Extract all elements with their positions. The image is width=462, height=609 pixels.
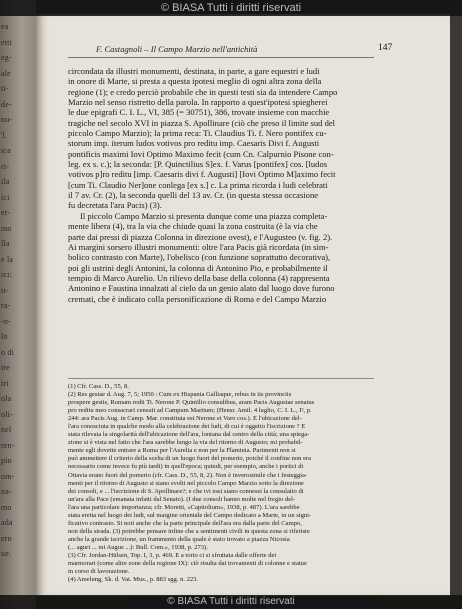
body-line: parte dai pressi di piazza Colonna in direzione ovest), e l'Augusteo (v. fig. 2). <box>68 231 333 242</box>
facing-page-fragment: ti- <box>1 285 9 295</box>
footnote-line: Ottavia erano fuori del pomerio (cfr. Cass. D., 55, 8, 2). Non è inverosimile che i festeggia- <box>68 471 308 479</box>
facing-page-fragment: ada <box>1 518 13 527</box>
facing-page-fragment: mo <box>1 223 12 233</box>
footnote-line: (2) Res gestae d. Aug. 7, 5; 1950 : Cum ex Hispania Galliaque, rebus in iis provinciis <box>68 391 292 399</box>
body-text <box>68 66 374 304</box>
facing-page-fragment: ue. <box>1 549 12 558</box>
body-line: pontificis maximi Iovi Optimo Maximo fecit (cum Cn. Calpurnio Pisone con- <box>68 148 334 159</box>
body-line: Il piccolo Campo Marzio si presenta dunque come una piazza completa- <box>80 210 328 221</box>
footnote-line: menti per il ritorno di Augusto si siano svolti nel piccolo Campo Marzio sotto la direzione <box>68 479 304 487</box>
facing-page-fragment: er- <box>1 208 11 217</box>
footnote-line: ficativo contrasto. Si noti anche che la parte principale dell'ara era dalla parte del Campo, <box>68 519 302 527</box>
facing-page-fragment: na- <box>1 487 12 496</box>
body-line: mente libera (4), tra la via che chiude quasi la zona costruita (è la via che <box>68 221 318 232</box>
body-line: [cum Ti. Claudio Ner]one conlega [ex s.] c. La prima ricorda i ludi celebrati <box>68 179 328 190</box>
footnote-line: marmorari (come altre zone della regione IX): ciò risulta dai trovamenti di colonne e statue <box>68 560 307 568</box>
facing-page-fragment: -n- <box>1 316 11 326</box>
facing-page-fragment: 'l. <box>1 130 8 140</box>
body-line: le due epigrafi C. I. L., VI, 385 (= 30751), 386, trovate insieme con macchie <box>68 107 330 118</box>
facing-page-fragment: ra- <box>1 301 11 310</box>
facing-page-fragment: ici: <box>1 270 13 279</box>
facing-page-fragment: ea <box>1 22 9 31</box>
footnote-line: pro reditu meo consacrari censuit ad Campum Martium; (Hensr. Amil. 4 luglio, C. I. L., I², p. <box>68 407 312 415</box>
footnote-line: (3) Cfr. Jordan-Hülsen, Top. I, 3, p. 469. E a torto ci si sfruttata dalle offerte dei <box>68 551 277 559</box>
facing-page-fragment: iri <box>1 378 9 388</box>
footnote-line: non della strada. (3) potrebbe pensare infine che a sentimenti civili in questa zona si riferiste <box>68 527 310 535</box>
body-line: leg. ex s. c.); la seconda: [P. Quinctilius S]ex. f. Varus [pontifex] cos. [ludos <box>68 159 328 170</box>
facing-page-fragment: lla <box>1 239 10 248</box>
footnote-line: stata rilevata la singolarità dell'ubicazione dell'ara, lontana dal centro della città; una spiega- <box>68 431 310 439</box>
header-rule <box>68 57 374 58</box>
footnote-line: dei consoli, e ... l'iscrizione di S. Apollinare?; e che ivi essi siano connessi la consulatio di <box>68 487 304 495</box>
footnote-line: (4) Amelung, Sk. d. Vat. Mus., p. 883 sgg. n. 223. <box>68 576 199 584</box>
facing-page-fragment: pio <box>1 456 12 465</box>
facing-page-fragment: lo <box>1 332 8 341</box>
body-line: storum imp. iterum ludos votivos pro reditu imp. Caesaris Divi f. Augusti <box>68 138 320 149</box>
facing-page-fragment: om- <box>1 471 15 481</box>
facing-page-fragment: oli- <box>1 409 13 419</box>
body-line: in onore di Marte, si presta a questa ipotesi meglio di ogni altra zona della <box>68 76 322 87</box>
facing-page-fragment: nel <box>1 425 12 434</box>
body-line: Marzio nel senso ristretto della parola. In rapporto a quest'ipotesi spiegherei <box>68 97 328 108</box>
running-title: F. Castagnoli – Il Campo Marzio nell'antichità <box>96 44 258 54</box>
facing-page-fragment: e la <box>1 254 14 264</box>
body-line: regione (1); e credo perciò probabile che in questi testi sia da intendere Campo <box>68 86 338 97</box>
facing-page-fragment: ila <box>1 177 10 186</box>
body-line: tragiche nel secolo XVI in piazza S. Apollinare (ciò che preso il limite sud del <box>68 117 336 128</box>
footnote-line: (... aguri ... mi Augus ...): Bull. Com.», 1938, p. 273). <box>68 543 208 551</box>
facing-page-fragment: nu- <box>1 115 13 124</box>
body-line: tempio di Marco Aurelio. Un rilievo della base della colonna (4) rappresenta <box>68 272 330 283</box>
facing-page-fragment: etti <box>1 37 13 47</box>
body-line: votivos p]ro reditu [imp. Caesaris divi f. Augusti] [Iovi Optimo M]aximo fecit <box>68 169 336 180</box>
facing-page-fragment: ica <box>1 146 11 155</box>
footnote-line: zione si è vista nel fatto che l'ara sarebbe lungo la via del ritorno di Augusto; mi probabil- <box>68 439 303 447</box>
facing-page-fragment: ero <box>1 533 12 543</box>
facing-page-fragment: ti- <box>1 84 9 93</box>
footnote-line: necessario come invece fu più tardi) in quell'epoca; quindi, per esempio, anche i portici di <box>68 463 304 471</box>
watermark-top: © BIASA Tutti i diritti riservati <box>0 0 462 16</box>
facing-page-fragment: ri- <box>1 161 10 171</box>
footnote-line: l'ara conosciuta in qualche modo alla celebrazione dei ludi, di cui è oggetto l'iscrizione ? E <box>68 423 306 431</box>
footnotes <box>68 383 374 584</box>
footnote-line: anche la grande iscrizione, un frammento della quale è stato trovato a piazza Nicosia <box>68 535 290 543</box>
body-line: piccolo Campo Marzio); la prima reca: Ti. Claudius Ti. f. Nero pontifex cu- <box>68 128 327 139</box>
facing-page-fragment: eg- <box>1 53 12 62</box>
body-line: Ai margini sorsero illustri monumenti: oltre l'ara Pacis già ricordata (in sim- <box>68 241 329 252</box>
body-line: cremati, che è indicato colla personificazione di Roma e del Campo Marzio <box>68 293 327 304</box>
footnote-line: stata eretta nel luogo dei ludi, sul margine orientale del Campo dedicato a Marte, in un signi- <box>68 511 312 519</box>
facing-page-edge <box>0 0 36 609</box>
footnote-line: prospere gestis, Romam redii Ti. Nerone P. Quintilio consulibus, aram Pacis Augustae senatus <box>68 399 315 407</box>
facing-page-fragment: ici <box>1 192 10 202</box>
facing-page-fragment: ale <box>1 68 11 78</box>
footnote-separator <box>68 378 374 379</box>
body-line: Antonino e Faustina innalzati al cielo da un genio alato dal luogo dove furono <box>68 283 335 294</box>
footnote-line: l'ara una particolare importanza; cfr. Moretti, «Capitolium», 1938, p. 487). L'ara sarebbe <box>68 503 300 511</box>
facing-page-fragment: o di <box>1 347 15 357</box>
footnote-line: può ammettere il criterio della scelta di un luogo fuori del pomerio, poiché il confine non era <box>68 455 312 463</box>
page-number: 147 <box>378 43 393 53</box>
footnote-line: un'ara alla Pace (emanata infatti dal Senato). (I due consoli hanno molte nel fregio del- <box>68 495 296 503</box>
facing-page-fragment: ren- <box>1 440 15 450</box>
facing-page-fragment: de- <box>1 99 12 109</box>
facing-page-fragment: ire <box>1 363 11 372</box>
body-line: il 7 av. Cr. (2), la seconda quelli del 13 av. Cr. (in questa stessa occasione <box>68 190 319 201</box>
facing-page-fragment: ola <box>1 394 12 403</box>
body-line: bolico contrasto con Marte), l'obelisco (con funzione soprattutto decorativa), <box>68 252 331 263</box>
footnote-line: (1) Cfr. Cass. D., 55, 8. <box>68 383 129 390</box>
facing-page-fragment: mo <box>1 502 12 512</box>
footnote-line: in corso di lavorazione. <box>68 568 130 576</box>
footnote-line: mente egli dovette entrare a Roma per l'Aurelia e non per la Flaminia. Parimenti non si <box>68 447 296 455</box>
body-line: circondata da illustri monumenti, destinata, in parte, a gare equestri e ludi <box>68 66 320 76</box>
watermark-bottom: © BIASA Tutti i diritti riservati <box>0 595 462 609</box>
footnote-line: 244: ara Pacis Aug. in Camp. Mar. constituta est Nerone et Varo cos.). E l'ubicazione del- <box>68 415 302 423</box>
body-line: poi gli ustrini degli Antonini, la colonna di Antonino Pio, e probabilmente il <box>68 262 328 273</box>
body-line: fu decretata l'ara Pacis) (3). <box>68 200 162 211</box>
